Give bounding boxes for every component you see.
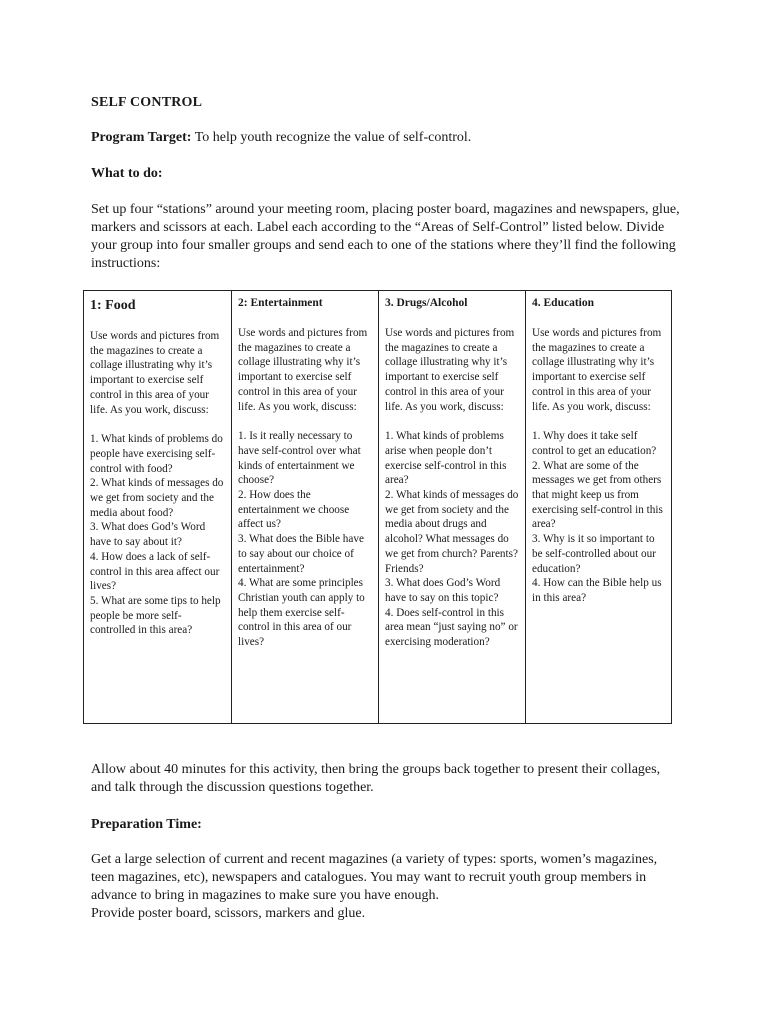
station-question: 4. How can the Bible help us in this area?: [532, 577, 662, 604]
preparation-line: Provide poster board, scissors, markers and glue.: [91, 906, 366, 921]
station-question: 2. What are some of the messages we get from others that might keep us from exercising self-control in this area?: [532, 459, 663, 531]
station-question: 4. Does self-control in this area mean “just saying no” or exercising moderation?: [385, 606, 518, 649]
station-question: 5. What are some tips to help people be more self-controlled in this area?: [90, 594, 221, 637]
preparation-paragraph: [91, 851, 681, 923]
document-title: SELF CONTROL: [91, 95, 203, 110]
station-education: [526, 291, 672, 724]
stations-row: [84, 291, 672, 724]
station-heading: 2: Entertainment: [238, 297, 323, 309]
station-instructions: Use words and pictures from the magazines to create a collage illustrating why it’s important to exercise self control in this area of your life. As you work, discuss:: [90, 330, 220, 416]
after-activity-paragraph: Allow about 40 minutes for this activity, then bring the groups back together to present their collages, and talk through the discussion questions together.: [91, 762, 661, 795]
station-question: 1. Is it really necessary to have self-control over what kinds of entertainment we choose?: [238, 430, 361, 487]
station-heading: 4. Education: [532, 297, 594, 309]
station-instructions: Use words and pictures from the magazines to create a collage illustrating why it’s important to exercise self control in this area of your life. As you work, discuss:: [532, 327, 662, 413]
station-question: 4. What are some principles Christian youth can apply to help them exercise self-control in this area of our lives?: [238, 577, 365, 649]
station-question: 3. Why is it so important to be self-controlled about our education?: [532, 533, 656, 575]
station-question: 2. What kinds of messages do we get from society and the media about food?: [90, 477, 224, 519]
station-question: 1. What kinds of problems do people have exercising self-control with food?: [90, 433, 223, 475]
station-question: 2. What kinds of messages do we get from society and the media about drugs and alcohol? What messages do we get from church? Parents? Friends?: [385, 489, 519, 575]
what-to-do-heading: What to do:: [91, 166, 163, 181]
station-question: 1. Why does it take self control to get an education?: [532, 430, 657, 457]
station-question: 3. What does God’s Word have to say on this topic?: [385, 577, 501, 604]
stations-table: [83, 290, 672, 724]
program-target: [91, 129, 681, 147]
station-food: [84, 291, 232, 724]
station-question: 2. How does the entertainment we choose affect us?: [238, 489, 350, 531]
what-to-do-intro: Set up four “stations” around your meeting room, placing poster board, magazines and newspapers, glue, markers and scissors at each. Label each according to the “Areas of Self-Control” listed below. Divide your group into four smaller groups and send each to one of the stations where they’ll find the following instructions:: [91, 202, 680, 271]
station-heading: 1: Food: [90, 298, 136, 313]
station-instructions: Use words and pictures from the magazines to create a collage illustrating why it’s important to exercise self control in this area of your life. As you work, discuss:: [385, 327, 515, 413]
preparation-line: Get a large selection of current and recent magazines (a variety of types: sports, women’s magazines, teen magazines, etc), newspapers and catalogues. You may want to recruit youth group members in advance to bring in magazines to make sure you have enough.: [91, 852, 658, 903]
station-question: 3. What does God’s Word have to say about it?: [90, 521, 206, 549]
program-target-label: Program Target:: [91, 130, 192, 145]
station-question: 1. What kinds of problems arise when people don’t exercise self-control in this area?: [385, 430, 507, 487]
station-instructions: Use words and pictures from the magazines to create a collage illustrating why it’s important to exercise self control in this area of your life. As you work, discuss:: [238, 327, 368, 413]
preparation-heading: Preparation Time:: [91, 817, 202, 832]
station-drugs-alcohol: [379, 291, 526, 724]
program-target-text: To help youth recognize the value of self-control.: [191, 130, 472, 145]
station-entertainment: [232, 291, 379, 724]
station-question: 3. What does the Bible have to say about our choice of entertainment?: [238, 533, 364, 575]
station-heading: 3. Drugs/Alcohol: [385, 297, 468, 309]
station-question: 4. How does a lack of self-control in this area affect our lives?: [90, 550, 220, 593]
